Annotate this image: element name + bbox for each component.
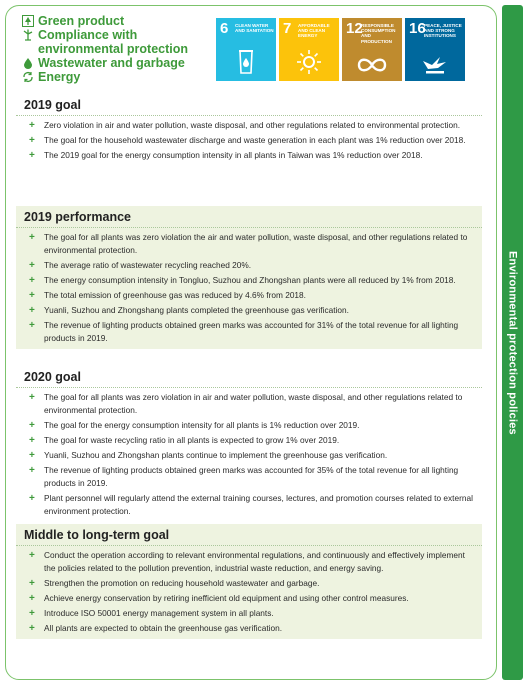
water-bottle-icon: [216, 49, 276, 75]
sidebar-label: Environmental protection policies: [506, 250, 519, 435]
sdg-7-badge: [279, 18, 339, 81]
plus-bullet-icon: +: [29, 232, 35, 243]
list-item: + Yuanli, Suzhou and Zhongshang plants completed the greenhouse gas verification.: [29, 305, 349, 316]
list-item: + The revenue of lighting products obtained green marks was accounted for 31% of the total revenue for all lighting products in 2019.: [29, 320, 459, 343]
category-compliance: [22, 28, 212, 56]
plus-bullet-icon: +: [29, 465, 35, 476]
section-2019-performance: [16, 206, 482, 349]
bullet-list: [16, 388, 482, 522]
category-wastewater: [22, 56, 212, 70]
section-title: 2019 goal: [24, 98, 81, 112]
sdg-number: 12: [346, 20, 363, 37]
sdg-number: 16: [409, 20, 426, 37]
category-label: Energy: [38, 70, 81, 84]
sdg-6-badge: [216, 18, 276, 81]
list-item: + The total emission of greenhouse gas was reduced by 4.6% from 2018.: [29, 290, 306, 301]
plus-bullet-icon: +: [29, 320, 35, 331]
plus-bullet-icon: +: [29, 135, 35, 146]
list-item: + Achieve energy conservation by retiring inefficient old equipment and using other control measures.: [29, 593, 409, 604]
bullet-list: [16, 116, 482, 166]
plus-bullet-icon: +: [29, 305, 35, 316]
list-item: + Yuanli, Suzhou and Zhongshan plants continue to implement the greenhouse gas verification.: [29, 450, 388, 461]
wind-turbine-icon: [22, 29, 34, 41]
plus-bullet-icon: +: [29, 578, 35, 589]
sdg-number: 6: [220, 20, 229, 37]
plus-bullet-icon: +: [29, 435, 35, 446]
list-item: + The goal for all plants was zero violation the air and water pollution, waste disposal, and other regulations related to environmental protection.: [29, 232, 468, 255]
list-item: + The goal for the household wastewater discharge and waste generation in each plant was 1% reduction over 2018.: [29, 135, 466, 146]
sun-icon: [279, 49, 339, 75]
list-item: + The goal for waste recycling ratio in all plants is expected to grow 1% over 2019.: [29, 435, 340, 446]
sdg-text: PEACE, JUSTICE AND STRONG INSTITUTIONS: [424, 23, 462, 39]
plus-bullet-icon: +: [29, 392, 35, 403]
category-green-product: [22, 14, 212, 28]
plus-bullet-icon: +: [29, 623, 35, 634]
recycle-icon: [22, 71, 34, 83]
sdg-16-badge: [405, 18, 465, 81]
category-label: Compliance with environmental protection: [38, 28, 189, 56]
list-item: + All plants are expected to obtain the greenhouse gas verification.: [29, 623, 282, 634]
list-item: + Strengthen the promotion on reducing household wastewater and garbage.: [29, 578, 320, 589]
list-item: + The energy consumption intensity in Tongluo, Suzhou and Zhongshan plants were all reduced by 1% from 2018.: [29, 275, 456, 286]
section-title: 2020 goal: [24, 370, 81, 384]
plus-bullet-icon: +: [29, 550, 35, 561]
plus-bullet-icon: +: [29, 608, 35, 619]
list-item: + Zero violation in air and water pollution, waste disposal, and other regulations related to environmental protection.: [29, 120, 461, 131]
list-item: + Plant personnel will regularly attend the external training courses, lectures, and promotion courses related to external environment protection.: [29, 493, 473, 516]
list-item: + Introduce ISO 50001 energy management system in all plants.: [29, 608, 274, 619]
sidebar-tab: [502, 5, 523, 680]
list-item: + The goal for the energy consumption intensity for all plants is 1% reduction over 2019.: [29, 420, 360, 431]
category-label: Green product: [38, 14, 125, 28]
list-item: + Conduct the operation according to relevant environmental regulations, and continuously and effectively implement the policies related to the pollution prevention, industrial waste reduction, and energy saving.: [29, 550, 465, 573]
plus-bullet-icon: +: [29, 120, 35, 131]
bullet-list: [16, 228, 482, 349]
sdg-text: RESPONSIBLE CONSUMPTION AND PRODUCTION: [361, 23, 396, 44]
sdg-text: AFFORDABLE AND CLEAN ENERGY: [298, 23, 330, 39]
list-item: + The goal for all plants was zero violation in air and water pollution, waste disposal, and other regulations related to environmental protection.: [29, 392, 463, 415]
plus-bullet-icon: +: [29, 260, 35, 271]
plus-bullet-icon: +: [29, 150, 35, 161]
plus-bullet-icon: +: [29, 275, 35, 286]
section-2019-goal: [16, 94, 482, 166]
category-list: [22, 14, 212, 84]
dove-icon: [405, 53, 465, 75]
section-title: Middle to long-term goal: [24, 528, 170, 542]
plus-bullet-icon: +: [29, 593, 35, 604]
category-label: Wastewater and garbage: [38, 56, 185, 70]
bullet-list: [16, 546, 482, 639]
section-2020-goal: [16, 366, 482, 522]
list-item: + The revenue of lighting products obtained green marks was accounted for 35% of the total revenue for all lighting products in 2019.: [29, 465, 459, 488]
infinity-icon: [342, 55, 402, 75]
sdg-badges: [216, 18, 465, 81]
sdg-12-badge: [342, 18, 402, 81]
plus-bullet-icon: +: [29, 493, 35, 504]
section-long-term-goal: [16, 524, 482, 639]
plus-bullet-icon: +: [29, 290, 35, 301]
tree-icon: [22, 15, 34, 27]
category-energy: [22, 70, 212, 84]
plus-bullet-icon: +: [29, 420, 35, 431]
list-item: + The 2019 goal for the energy consumption intensity in all plants in Taiwan was 1% reduction over 2018.: [29, 150, 423, 161]
water-drop-icon: [22, 57, 34, 69]
section-title: 2019 performance: [24, 210, 132, 224]
list-item: + The average ratio of wastewater recycling reached 20%.: [29, 260, 252, 271]
sdg-number: 7: [283, 20, 292, 37]
plus-bullet-icon: +: [29, 450, 35, 461]
sdg-text: CLEAN WATER AND SANITATION: [235, 23, 274, 34]
